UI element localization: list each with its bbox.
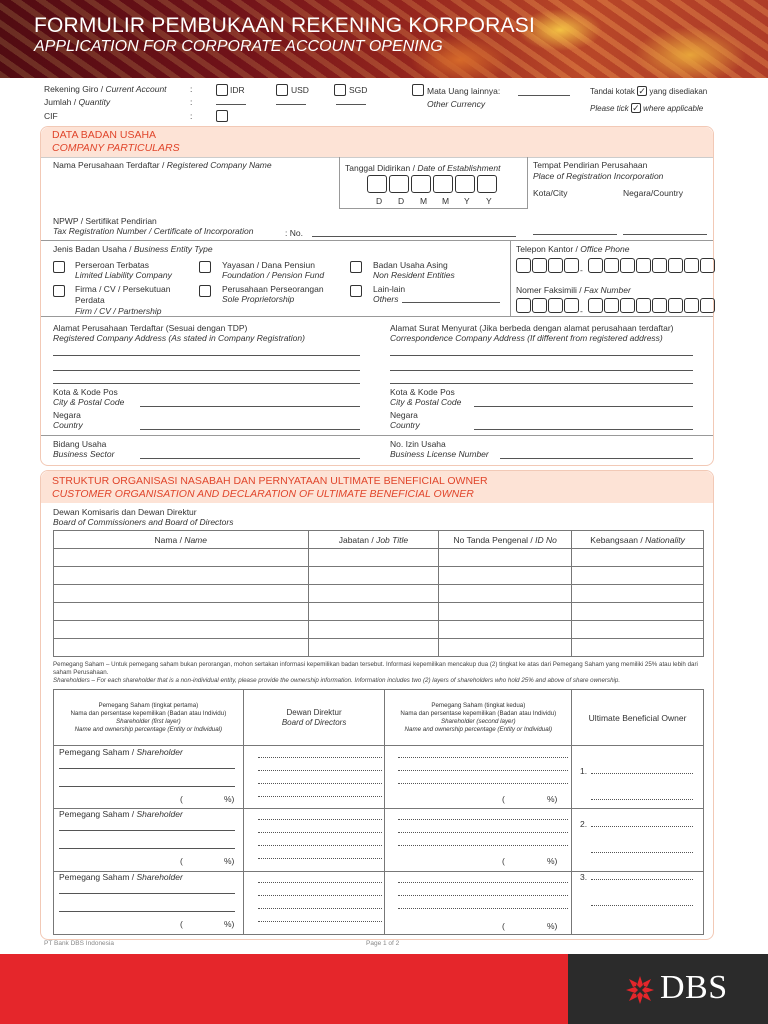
title-english: APPLICATION FOR CORPORATE ACCOUNT OPENING	[34, 38, 443, 55]
percent-close: %)	[224, 919, 235, 929]
idr-label: IDR	[230, 85, 245, 95]
city-label: Kota/City	[533, 188, 568, 198]
registered-address-line[interactable]	[53, 370, 360, 371]
title-indonesian: FORMULIR PEMBUKAAN REKENING KORPORASI	[34, 14, 535, 37]
footer-page: Page 1 of 2	[366, 940, 400, 947]
quantity-label: Jumlah / Quantity	[44, 97, 111, 107]
fax-dash: -	[580, 306, 583, 316]
registered-address-label-en: Registered Company Address (As stated in Company Registration)	[53, 333, 305, 343]
corr-city-postal-label-en: City & Postal Code	[390, 397, 462, 407]
director-dotted-line[interactable]	[258, 895, 382, 896]
others-input-line[interactable]	[402, 302, 500, 303]
city-postal-line[interactable]	[140, 406, 360, 407]
ubo-number: 3.	[580, 872, 588, 882]
colon: :	[190, 84, 193, 94]
entity-foreign-label: Badan Usaha Asing	[373, 260, 448, 270]
second-layer-dotted-line[interactable]	[398, 895, 568, 896]
fax-area-boxes[interactable]	[516, 298, 579, 313]
usd-quantity-line[interactable]	[276, 104, 306, 105]
idr-checkbox[interactable]	[216, 84, 228, 96]
ubo-dotted-line[interactable]	[591, 799, 693, 800]
entity-checkbox-sole[interactable]	[199, 285, 211, 297]
second-layer-dotted-line[interactable]	[398, 832, 568, 833]
col-id-no: No Tanda Pengenal / ID No	[439, 531, 572, 549]
shareholder-line[interactable]	[59, 848, 235, 849]
corr-country-label: Negara	[390, 410, 418, 420]
place-label-id: Tempat Pendirian Perusahaan	[533, 160, 648, 170]
shareholder-note-en: Shareholders – For each shareholder that is a non-individual entity, please provide the ownership information. Information includes two (2) layers of shareholders who hold 25% and above of share ownership.	[53, 677, 621, 684]
license-line[interactable]	[500, 458, 693, 459]
country-label: Negara/Country	[623, 188, 684, 198]
tick-instruction-en: Please tick ✓ where applicable	[590, 103, 704, 113]
city-line[interactable]	[533, 234, 617, 235]
sgd-checkbox[interactable]	[334, 84, 346, 96]
board-table-header	[54, 531, 704, 549]
date-letter: D	[398, 196, 405, 206]
business-sector-label-en: Business Sector	[53, 449, 115, 459]
col-second-layer: Pemegang Saham (tingkat kedua) Nama dan persentase kepemilikan (Badan atau Individu) Shareholder (second layer) Name and ownership percentage (Entity or Individual)	[385, 690, 572, 746]
table-row[interactable]	[54, 585, 704, 603]
board-label-en: Board of Commissioners and Board of Directors	[53, 517, 234, 527]
country-label-en: Country	[53, 420, 83, 430]
entity-foundation-en: Foundation / Pension Fund	[222, 270, 325, 280]
director-dotted-line[interactable]	[258, 819, 382, 820]
sgd-quantity-line[interactable]	[336, 104, 366, 105]
director-dotted-line[interactable]	[258, 796, 382, 797]
second-layer-dotted-line[interactable]	[398, 783, 568, 784]
office-phone-label: Telepon Kantor / Office Phone	[516, 244, 630, 254]
shareholder-table-header	[54, 690, 704, 746]
usd-label: USD	[291, 85, 309, 95]
date-letter: M	[420, 196, 428, 206]
director-dotted-line[interactable]	[258, 845, 382, 846]
shareholder-line[interactable]	[59, 768, 235, 769]
percent-open: (	[180, 919, 183, 929]
table-row[interactable]	[54, 639, 704, 657]
corr-city-postal-line[interactable]	[474, 406, 693, 407]
company-title-id: DATA BADAN USAHA	[52, 129, 157, 141]
table-row[interactable]	[54, 567, 704, 585]
director-dotted-line[interactable]	[258, 757, 382, 758]
establishment-date-label: Tanggal Didirikan / Date of Establishment	[345, 163, 501, 173]
usd-checkbox[interactable]	[276, 84, 288, 96]
board-table	[53, 530, 704, 657]
entity-checkbox-foreign[interactable]	[350, 261, 362, 273]
corr-country-label-en: Country	[390, 420, 420, 430]
table-row[interactable]	[54, 603, 704, 621]
city-postal-label: Kota & Kode Pos	[53, 387, 118, 397]
colon: :	[190, 97, 193, 107]
director-dotted-line[interactable]	[258, 882, 382, 883]
percent-close: %)	[547, 921, 558, 931]
country-line[interactable]	[140, 429, 360, 430]
business-sector-label: Bidang Usaha	[53, 439, 107, 449]
director-dotted-line[interactable]	[258, 832, 382, 833]
director-dotted-line[interactable]	[258, 783, 382, 784]
board-label-id: Dewan Komisaris dan Dewan Direktur	[53, 507, 197, 517]
npwp-label-id: NPWP / Sertifikat Pendirian	[53, 216, 157, 226]
ubo-title-id: STRUKTUR ORGANISASI NASABAH DAN PERNYATAAN ULTIMATE BENEFICIAL OWNER	[52, 475, 488, 487]
corr-city-postal-label: Kota & Kode Pos	[390, 387, 455, 397]
entity-checkbox-others[interactable]	[350, 285, 362, 297]
entity-checkbox-pt[interactable]	[53, 261, 65, 273]
entity-pt-label: Perseroan Terbatas	[75, 260, 150, 270]
fax-number-boxes[interactable]	[588, 298, 715, 313]
footer-company: PT Bank DBS Indonesia	[44, 940, 114, 947]
shareholder-line[interactable]	[59, 830, 235, 831]
sgd-label: SGD	[349, 85, 368, 95]
shareholder-label: Pemegang Saham / Shareholder	[59, 872, 183, 882]
other-currency-checkbox[interactable]	[412, 84, 424, 96]
second-layer-dotted-line[interactable]	[398, 882, 568, 883]
col-job-title: Jabatan / Job Title	[308, 531, 439, 549]
date-letter: M	[442, 196, 450, 206]
entity-firm-label: Firma / CV / Persekutuan Perdata	[75, 284, 171, 305]
entity-others-en: Others	[373, 294, 399, 304]
date-letter: D	[376, 196, 383, 206]
shareholder-label: Pemegang Saham / Shareholder	[59, 747, 183, 757]
percent-close: %)	[547, 856, 558, 866]
correspondence-address-line[interactable]	[390, 383, 693, 384]
col-board-directors: Dewan Direktur Board of Directors	[243, 690, 385, 746]
company-name-label: Nama Perusahaan Terdaftar / Registered Company Name	[53, 160, 272, 170]
table-row[interactable]	[54, 549, 704, 567]
shareholder-note-id: Pemegang Saham – Untuk pemegang saham bukan perorangan, mohon sertakan informasi kepemilikan badan tersebut. Informasi kepemilikan mencakup dua (2) tingkat ke atas dari Pemegang Saham yang memiliki 25% atau lebih dari saham Perusahaan.	[53, 661, 698, 676]
col-nationality: Kebangsaan / Nationality	[572, 531, 704, 549]
col-ubo: Ultimate Beneficial Owner	[572, 690, 704, 746]
ubo-dotted-line[interactable]	[591, 852, 693, 853]
entity-sole-en: Sole Proprietorship	[222, 294, 295, 304]
percent-close: %)	[224, 856, 235, 866]
license-label: No. Izin Usaha	[390, 439, 446, 449]
ubo-dotted-line[interactable]	[591, 905, 693, 906]
registered-address-label-id: Alamat Perusahaan Terdaftar (Sesuai dengan TDP)	[53, 323, 248, 333]
entity-checkbox-firm[interactable]	[53, 285, 65, 297]
date-digit-box[interactable]	[477, 175, 497, 193]
director-dotted-line[interactable]	[258, 908, 382, 909]
phone-number-boxes[interactable]	[588, 258, 715, 273]
npwp-label-en: Tax Registration Number / Certificate of Incorporation	[53, 226, 254, 236]
table-row[interactable]	[54, 621, 704, 639]
director-dotted-line[interactable]	[258, 921, 382, 922]
entity-firm-en: Firm / CV / Partnership	[75, 306, 162, 316]
entity-pt-en: Limited Liability Company	[75, 270, 172, 280]
tick-instruction-id: Tandai kotak ✓ yang disediakan	[590, 86, 708, 96]
colon: :	[190, 111, 193, 121]
ubo-dotted-line[interactable]	[591, 826, 693, 827]
percent-open: (	[180, 794, 183, 804]
date-digit-box[interactable]	[455, 175, 475, 193]
entity-checkbox-foundation[interactable]	[199, 261, 211, 273]
col-first-layer: Pemegang Saham (tingkat pertama) Nama dan persentase kepemilikan (Badan atau Individu) Shareholder (first layer) Name and ownership percentage (Entity or Individual)	[54, 690, 244, 746]
director-dotted-line[interactable]	[258, 770, 382, 771]
percent-open: (	[180, 856, 183, 866]
license-label-en: Business License Number	[390, 449, 489, 459]
cif-checkbox[interactable]	[216, 110, 228, 122]
second-layer-dotted-line[interactable]	[398, 770, 568, 771]
corr-country-line[interactable]	[474, 429, 693, 430]
npwp-input-line[interactable]	[312, 236, 516, 237]
registered-address-line[interactable]	[53, 355, 360, 356]
ubo-number: 2.	[580, 819, 588, 829]
ubo-number: 1.	[580, 766, 588, 776]
col-name: Nama / Name	[54, 531, 309, 549]
entity-foreign-en: Non Resident Entities	[373, 270, 455, 280]
percent-open: (	[502, 921, 505, 931]
entity-type-label: Jenis Badan Usaha / Business Entity Type	[53, 244, 213, 254]
dbs-logo-text: DBS	[660, 969, 728, 1006]
header-banner	[0, 0, 768, 78]
phone-area-boxes[interactable]	[516, 258, 579, 273]
director-dotted-line[interactable]	[258, 858, 382, 859]
ubo-title-en: CUSTOMER ORGANISATION AND DECLARATION OF ULTIMATE BENEFICIAL OWNER	[52, 488, 474, 500]
ubo-dotted-line[interactable]	[591, 773, 693, 774]
second-layer-dotted-line[interactable]	[398, 908, 568, 909]
fax-label: Nomer Faksimili / Fax Number	[516, 285, 631, 295]
date-letter: Y	[486, 196, 492, 206]
percent-open: (	[502, 794, 505, 804]
other-currency-label: Mata Uang lainnya:	[427, 86, 501, 96]
correspondence-address-label-id: Alamat Surat Menyurat (Jika berbeda dengan alamat perusahaan terdaftar)	[390, 323, 674, 333]
ubo-dotted-line[interactable]	[591, 879, 693, 880]
correspondence-address-line[interactable]	[390, 370, 693, 371]
country-label: Negara	[53, 410, 81, 420]
business-sector-line[interactable]	[140, 458, 360, 459]
company-title-en: COMPANY PARTICULARS	[52, 142, 180, 154]
footer-logo-area	[568, 954, 768, 1024]
entity-others-label: Lain-lain	[373, 284, 406, 294]
date-letter: Y	[464, 196, 470, 206]
phone-dash: -	[580, 265, 583, 275]
correspondence-address-label-en: Correspondence Company Address (If different from registered address)	[390, 333, 663, 343]
current-account-label: Rekening Giro / Current Account	[44, 84, 167, 94]
date-digit-box[interactable]	[411, 175, 431, 193]
percent-open: (	[502, 856, 505, 866]
second-layer-dotted-line[interactable]	[398, 757, 568, 758]
place-label-en: Place of Registration Incorporation	[533, 171, 664, 181]
entity-foundation-label: Yayasan / Dana Pensiun	[222, 260, 315, 270]
entity-sole-label: Perusahaan Perseorangan	[222, 284, 324, 294]
dbs-logo-icon	[626, 976, 654, 1004]
percent-close: %)	[547, 794, 558, 804]
npwp-no-label: : No.	[285, 228, 303, 238]
country-line[interactable]	[623, 234, 707, 235]
registered-address-line[interactable]	[53, 383, 360, 384]
second-layer-dotted-line[interactable]	[398, 845, 568, 846]
second-layer-dotted-line[interactable]	[398, 819, 568, 820]
shareholder-line[interactable]	[59, 893, 235, 894]
other-currency-en: Other Currency	[427, 99, 486, 109]
percent-close: %)	[224, 794, 235, 804]
shareholder-line[interactable]	[59, 911, 235, 912]
tick-icon: ✓	[632, 103, 640, 113]
cif-label: CIF	[44, 111, 58, 121]
date-digit-box[interactable]	[389, 175, 409, 193]
date-digit-box[interactable]	[367, 175, 387, 193]
city-postal-label-en: City & Postal Code	[53, 397, 125, 407]
idr-quantity-line[interactable]	[216, 104, 246, 105]
date-digit-box[interactable]	[433, 175, 453, 193]
tick-icon: ✓	[638, 86, 646, 96]
correspondence-address-line[interactable]	[390, 355, 693, 356]
shareholder-line[interactable]	[59, 786, 235, 787]
other-currency-line[interactable]	[518, 95, 570, 96]
shareholder-label: Pemegang Saham / Shareholder	[59, 809, 183, 819]
